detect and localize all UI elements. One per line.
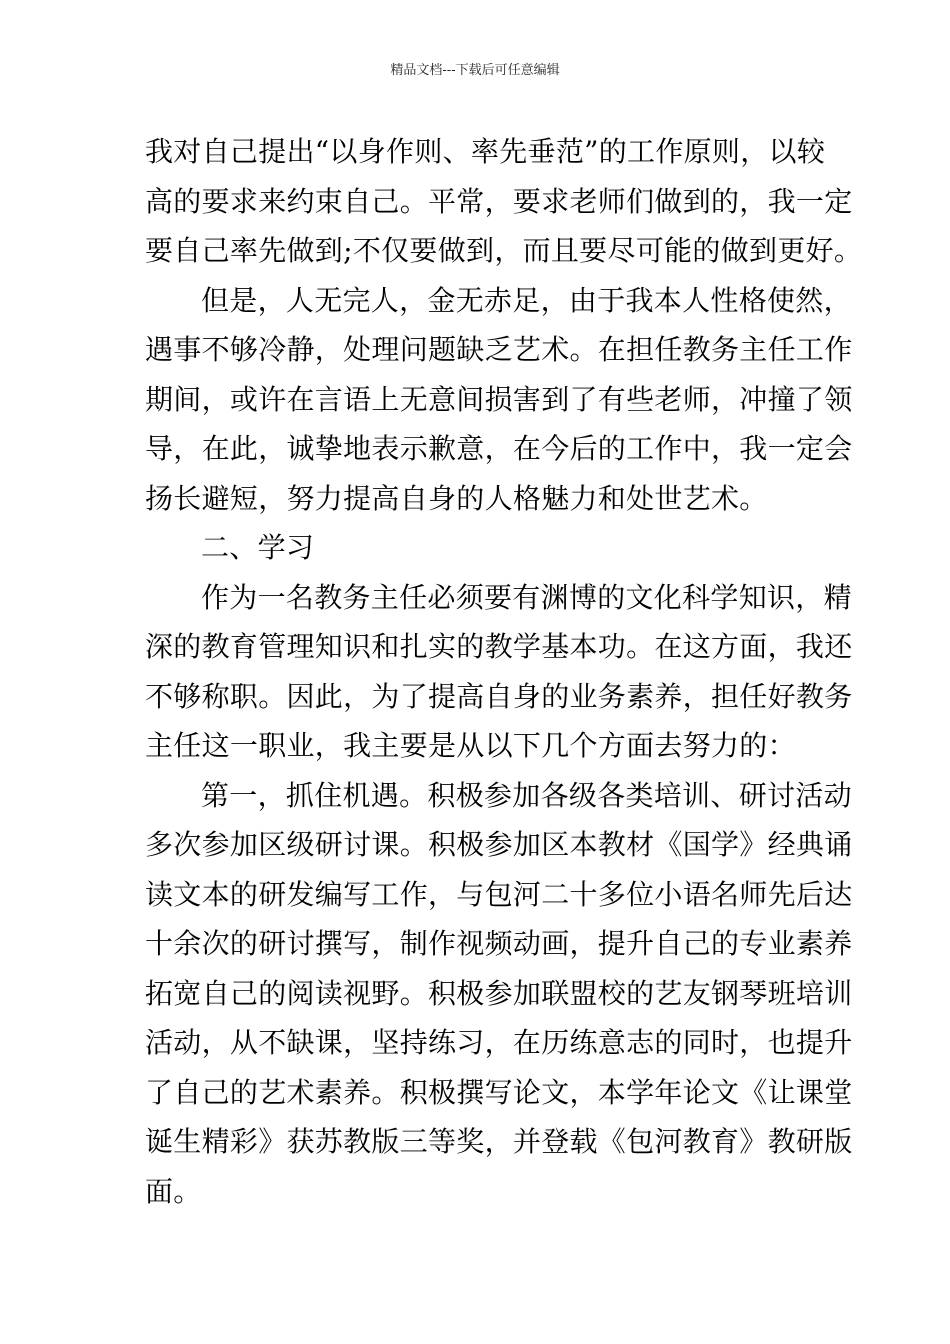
text-line: 面。	[145, 1174, 202, 1208]
page-header: 精品文档---下载后可任意编辑	[390, 63, 560, 78]
body-text	[145, 127, 863, 1216]
text-line: 导，在此，诚挚地表示歉意，在今后的工作中，我一定会	[145, 432, 853, 465]
text-line: 读文本的研发编写工作，与包河二十多位小语名师先后达	[145, 877, 853, 911]
text-line: 要自己率先做到;不仅要做到，而且要尽可能的做到更好。	[145, 234, 863, 267]
section-heading: 二、学习	[201, 531, 315, 564]
text-line: 主任这一职业，我主要是从以下几个方面去努力的：	[145, 729, 796, 762]
text-line: 诞生精彩》获苏教版三等奖，并登载《包河教育》教研版	[145, 1125, 853, 1158]
text-line: 深的教育管理知识和扎实的教学基本功。在这方面，我还	[145, 630, 853, 663]
text-line: 我对自己提出“以身作则、率先垂范”的工作原则，以较	[145, 135, 826, 168]
text-line: 不够称职。因此，为了提高自身的业务素养，担任好教务	[145, 679, 853, 713]
text-line: 期间，或许在言语上无意间损害到了有些老师，冲撞了领	[145, 382, 853, 416]
text-line: 多次参加区级研讨课。积极参加区本教材《国学》经典诵	[145, 828, 853, 861]
text-line: 高的要求来约束自己。平常，要求老师们做到的，我一定	[145, 184, 853, 218]
text-line: 遇事不够冷静，处理问题缺乏艺术。在担任教务主任工作	[145, 333, 853, 366]
text-line: 十余次的研讨撰写，制作视频动画，提升自己的专业素养	[145, 927, 853, 960]
paragraph-start-line: 作为一名教务主任必须要有渊博的文化科学知识，精	[201, 580, 852, 614]
paragraph-start-line: 第一，抓住机遇。积极参加各级各类培训、研讨活动	[201, 778, 852, 812]
text-line: 了自己的艺术素养。积极撰写论文，本学年论文《让课堂	[145, 1075, 853, 1109]
text-line: 拓宽自己的阅读视野。积极参加联盟校的艺友钢琴班培训	[145, 976, 853, 1010]
text-line: 扬长避短，努力提高自身的人格魅力和处世艺术。	[145, 481, 768, 515]
text-line: 活动，从不缺课，坚持练习，在历练意志的同时，也提升	[145, 1026, 853, 1059]
paragraph-start-line: 但是，人无完人，金无赤足，由于我本人性格使然，	[201, 283, 852, 317]
